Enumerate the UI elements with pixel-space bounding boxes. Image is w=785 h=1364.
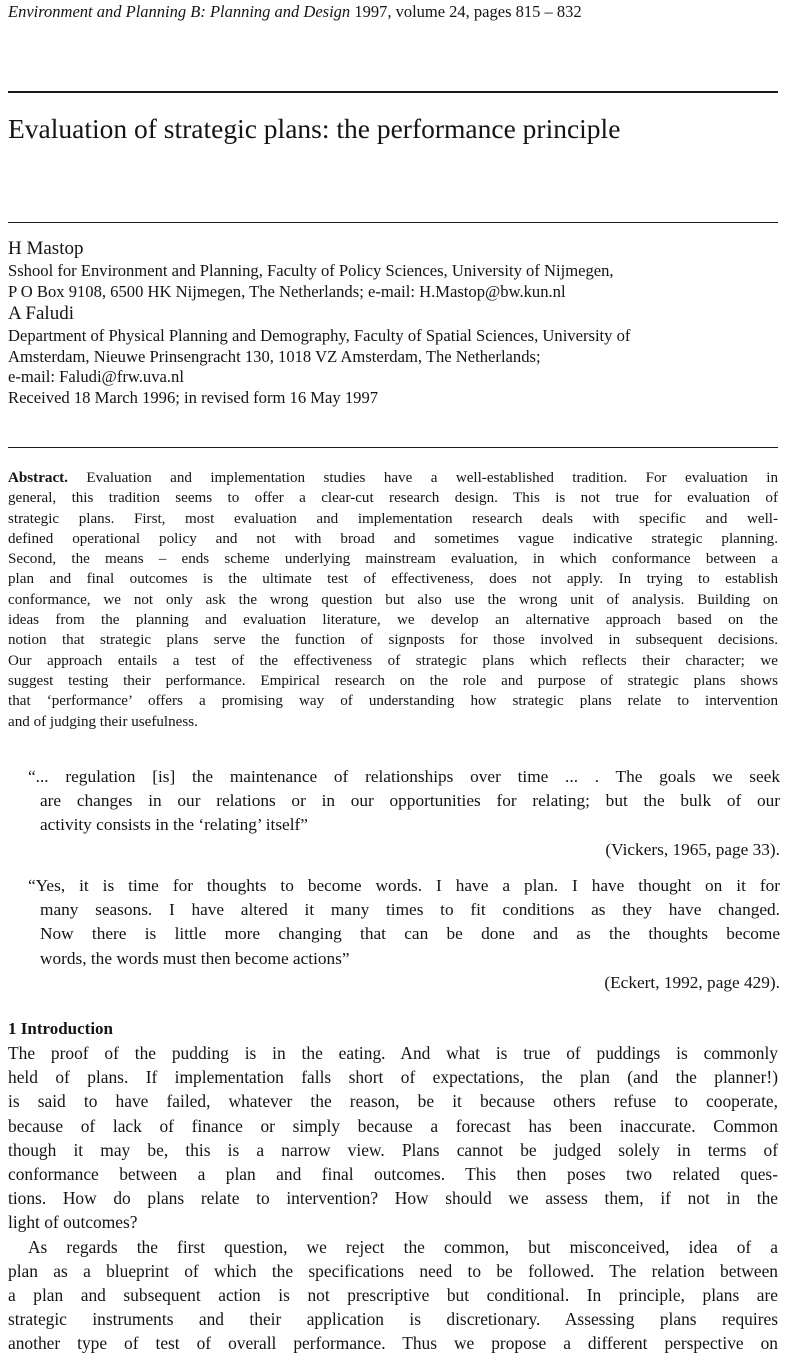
journal-details: 1997, volume 24, pages 815 – 832 (354, 2, 582, 21)
paragraph-line: because of lack of finance or simply because a forecast has been inaccurate. Common (8, 1115, 778, 1136)
epigraph-line: many seasons. I have altered it many times to fit conditions as they have changed. (40, 900, 780, 920)
authors-rule (8, 447, 778, 448)
epigraph-line: are changes in our relations or in our opportunities for relating; but the bulk of our (40, 791, 780, 811)
journal-name: Environment and Planning B: Planning and Design (8, 2, 351, 21)
epigraph-line: words, the words must then become actions” (40, 948, 350, 968)
paragraph-line: held of plans. If implementation falls short of expectations, the plan (and the planner!) (8, 1067, 778, 1088)
author-name: A Faludi (8, 303, 74, 325)
abstract-line: defined operational policy and not with broad and sometimes vague indicative strategic planning. (8, 530, 778, 547)
author-affiliation-line: Department of Physical Planning and Demography, Faculty of Spatial Sciences, University of (8, 326, 631, 346)
abstract-line: and of judging their usefulness. (8, 713, 198, 730)
paragraph-line: strategic instruments and their application is discretionary. Assessing plans requires (8, 1309, 778, 1330)
abstract-line: notion that strategic plans serve the function of signposts for those involved in subsequent decisions. (8, 632, 778, 649)
paragraph-line: plan as a blueprint of which the specifications need to be followed. The relation between (8, 1260, 778, 1281)
abstract-line: that ‘performance’ offers a promising way of understanding how strategic plans relate to intervention (8, 693, 778, 710)
paragraph-line: The proof of the pudding is in the eating. And what is true of puddings is commonly (8, 1043, 778, 1063)
abstract-line: Our approach entails a test of the effectiveness of strategic plans which reflects their character; we (8, 652, 778, 669)
author-affiliation-line: P O Box 9108, 6500 HK Nijmegen, The Netherlands; e-mail: H.Mastop@bw.kun.nl (8, 281, 566, 301)
header-rule (8, 91, 778, 93)
abstract-line: ideas from the planning and evaluation literature, we develop an alternative approach based on the (8, 612, 778, 629)
abstract-line: Abstract. Evaluation and implementation studies have a well-established tradition. For evaluation in (8, 470, 778, 486)
paragraph-line: a plan and subsequent action is not prescriptive but conditional. In principle, plans are (8, 1285, 778, 1306)
journal-header (8, 2, 582, 22)
epigraph-citation: (Eckert, 1992, page 429). (604, 972, 780, 992)
title-rule (8, 222, 778, 223)
epigraph-line: “... regulation [is] the maintenance of relationships over time ... . The goals we seek (28, 767, 780, 786)
paragraph-line: tions. How do plans relate to intervention? How should we assess them, if not in the (8, 1188, 778, 1209)
paragraph-line: though it may be, this is a narrow view. Plans cannot be judged solely in terms of (8, 1139, 778, 1160)
author-email-line: e-mail: Faludi@frw.uva.nl (8, 367, 184, 387)
received-date: Received 18 March 1996; in revised form 16 May 1997 (8, 387, 379, 407)
abstract-line: strategic plans. First, most evaluation and implementation research deals with specific and well- (8, 510, 778, 527)
abstract-line: conformance, we not only ask the wrong question but also use the wrong unit of analysis. Building on (8, 591, 778, 608)
abstract-line: suggest testing their performance. Empirical research on the role and purpose of strategic plans shows (8, 672, 778, 689)
epigraph-eckert (28, 874, 780, 995)
paragraph-line: conformance between a plan and final outcomes. This then poses two related ques- (8, 1164, 778, 1185)
epigraph-line: activity consists in the ‘relating’ itself” (40, 815, 308, 835)
epigraph-line: Now there is little more changing that can be done and as the thoughts become (40, 924, 780, 944)
abstract (8, 468, 778, 732)
paragraph-line: is said to have failed, whatever the reason, be it because others refuse to cooperate, (8, 1091, 778, 1112)
author-affiliation-line: Sshool for Environment and Planning, Faculty of Policy Sciences, University of Nijmegen, (8, 261, 614, 280)
paragraph-line: another type of test of overall performance. Thus we propose a different perspective on (8, 1333, 778, 1354)
author-name: H Mastop (8, 238, 84, 259)
author-affiliation-line: Amsterdam, Nieuwe Prinsengracht 130, 1018 VZ Amsterdam, The Netherlands; (8, 346, 541, 366)
paragraph-line: light of outcomes? (8, 1212, 138, 1233)
abstract-line: general, this tradition seems to offer a clear-cut research design. This is not true for evaluation of (8, 490, 778, 507)
abstract-line: Second, the means – ends scheme underlying mainstream evaluation, in which conformance between a (8, 551, 778, 568)
author-block (8, 237, 778, 409)
epigraph-vickers (28, 765, 780, 862)
introduction-section (8, 1017, 778, 1356)
paper-title: Evaluation of strategic plans: the performance principle (8, 113, 621, 144)
abstract-line: plan and final outcomes is the ultimate test of effectiveness, does not apply. In trying to establish (8, 571, 778, 588)
abstract-label: Abstract. (8, 470, 68, 486)
epigraph-citation: (Vickers, 1965, page 33). (605, 839, 780, 859)
paragraph-line: As regards the first question, we reject the common, but misconceived, idea of a (28, 1236, 778, 1257)
epigraph-line: “Yes, it is time for thoughts to become words. I have a plan. I have thought on it for (28, 876, 780, 895)
section-heading: 1 Introduction (8, 1019, 114, 1038)
